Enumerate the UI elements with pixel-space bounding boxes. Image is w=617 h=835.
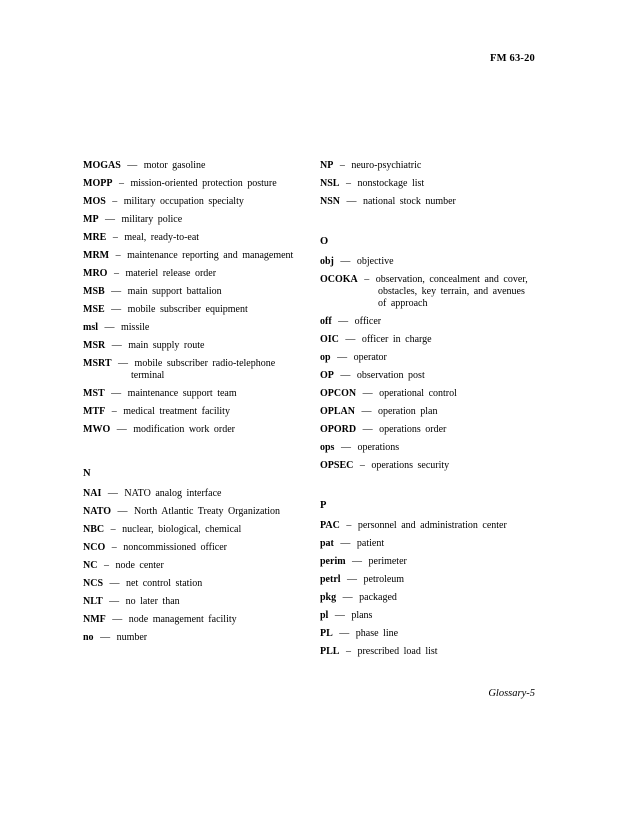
glossary-definition: officer	[354, 316, 382, 327]
glossary-definition: objective	[356, 256, 394, 267]
glossary-term: MSR	[83, 340, 106, 351]
glossary-term: OPSEC	[320, 460, 354, 471]
glossary-term: MST	[83, 388, 105, 399]
glossary-term: MSRT	[83, 358, 112, 369]
glossary-definition: main supply route	[128, 340, 205, 351]
glossary-group-o	[320, 256, 535, 472]
glossary-term: MWO	[83, 424, 111, 435]
glossary-definition: node management facility	[128, 614, 237, 625]
glossary-separator: —	[340, 370, 351, 381]
glossary-group-m	[83, 160, 298, 436]
glossary-entry	[320, 592, 535, 604]
glossary-definition: prescribed load list	[357, 646, 438, 657]
glossary-entry	[83, 524, 298, 536]
glossary-definition: mobile subscriber radio-telephone terminal	[131, 358, 276, 381]
glossary-separator: –	[111, 406, 117, 417]
glossary-entry	[83, 488, 298, 500]
glossary-definition: operations security	[371, 460, 450, 471]
glossary-term: NBC	[83, 524, 105, 535]
glossary-term: NC	[83, 560, 98, 571]
glossary-term: NCO	[83, 542, 106, 553]
glossary-term: NCS	[83, 578, 104, 589]
glossary-separator: —	[104, 322, 115, 333]
glossary-term: NATO	[83, 506, 111, 517]
glossary-definition: national stock number	[363, 196, 456, 207]
glossary-definition: operation plan	[378, 406, 438, 417]
glossary-term: OCOKA	[320, 274, 358, 285]
glossary-definition: meal, ready-to-eat	[124, 232, 200, 243]
glossary-separator: —	[362, 388, 373, 399]
glossary-definition: operational control	[379, 388, 457, 399]
glossary-term: perim	[320, 556, 346, 567]
glossary-entry	[320, 424, 535, 436]
glossary-definition: maintenance support team	[127, 388, 237, 399]
glossary-definition: materiel release order	[125, 268, 217, 279]
glossary-term: NSL	[320, 178, 340, 189]
glossary-entry	[83, 232, 298, 244]
glossary-entry	[320, 388, 535, 400]
glossary-term: no	[83, 632, 94, 643]
glossary-entry	[83, 578, 298, 590]
glossary-entry	[83, 632, 298, 644]
glossary-entry	[83, 214, 298, 226]
glossary-definition: no later than	[125, 596, 180, 607]
glossary-definition: officer in charge	[361, 334, 432, 345]
glossary-separator: –	[345, 646, 351, 657]
page-header-code: FM 63-20	[489, 53, 535, 64]
glossary-separator: —	[340, 442, 351, 453]
glossary-separator: —	[109, 596, 120, 607]
glossary-group-n-continued	[320, 160, 535, 208]
glossary-entry	[83, 322, 298, 334]
glossary-separator: —	[352, 556, 363, 567]
glossary-definition: military occupation specialty	[123, 196, 244, 207]
glossary-term: MOPP	[83, 178, 113, 189]
glossary-term: MOS	[83, 196, 106, 207]
glossary-definition: mobile subscriber equipment	[127, 304, 248, 315]
glossary-term: MSB	[83, 286, 105, 297]
glossary-term: MP	[83, 214, 99, 225]
glossary-term: pkg	[320, 592, 337, 603]
glossary-term: off	[320, 316, 332, 327]
glossary-definition: noncommissioned officer	[123, 542, 227, 553]
glossary-definition: main support battalion	[127, 286, 222, 297]
glossary-definition: military police	[121, 214, 183, 225]
glossary-definition: perimeter	[368, 556, 407, 567]
glossary-term: pat	[320, 538, 334, 549]
glossary-separator: —	[338, 316, 349, 327]
glossary-definition: neuro-psychiatric	[351, 160, 422, 171]
glossary-entry	[83, 560, 298, 572]
glossary-entry	[83, 388, 298, 400]
glossary-separator: —	[361, 406, 372, 417]
glossary-entry	[83, 424, 298, 436]
glossary-entry	[83, 178, 298, 190]
glossary-separator: —	[347, 574, 358, 585]
glossary-entry	[83, 196, 298, 208]
glossary-separator: –	[103, 560, 109, 571]
glossary-definition: motor gasoline	[143, 160, 206, 171]
glossary-term: NLT	[83, 596, 103, 607]
glossary-term: petrl	[320, 574, 341, 585]
glossary-separator: —	[339, 628, 350, 639]
glossary-entry	[320, 610, 535, 622]
glossary-entry	[320, 538, 535, 550]
glossary-term: ops	[320, 442, 335, 453]
glossary-entry	[320, 520, 535, 532]
glossary-term: OP	[320, 370, 334, 381]
glossary-entry	[83, 542, 298, 554]
glossary-definition: missile	[121, 322, 150, 333]
glossary-definition: packaged	[359, 592, 397, 603]
glossary-term: OPORD	[320, 424, 357, 435]
glossary-separator: —	[116, 424, 127, 435]
glossary-definition: operations order	[379, 424, 447, 435]
glossary-separator: —	[340, 538, 351, 549]
glossary-separator: —	[112, 614, 123, 625]
glossary-definition: personnel and administration center	[357, 520, 507, 531]
glossary-definition: node center	[115, 560, 164, 571]
glossary-separator: –	[339, 160, 345, 171]
glossary-entry	[320, 316, 535, 328]
glossary-entry	[320, 370, 535, 382]
glossary-entry	[83, 304, 298, 316]
glossary-definition: operations	[357, 442, 400, 453]
glossary-entry	[320, 574, 535, 586]
glossary-term: MRO	[83, 268, 108, 279]
glossary-entry	[320, 646, 535, 658]
glossary-separator: —	[334, 610, 345, 621]
glossary-separator: —	[340, 256, 351, 267]
glossary-definition: net control station	[126, 578, 203, 589]
glossary-entry	[320, 274, 535, 310]
section-letter-p: P	[320, 500, 327, 511]
glossary-definition: maintenance reporting and management	[127, 250, 294, 261]
glossary-term: pl	[320, 610, 329, 621]
glossary-definition: nonstockage list	[357, 178, 425, 189]
glossary-separator: —	[111, 340, 122, 351]
glossary-entry	[320, 460, 535, 472]
glossary-separator: —	[100, 632, 111, 643]
glossary-entry	[83, 406, 298, 418]
glossary-separator: –	[364, 274, 370, 285]
glossary-entry	[320, 556, 535, 568]
glossary-term: PLL	[320, 646, 340, 657]
glossary-separator: –	[345, 178, 351, 189]
glossary-separator: –	[113, 268, 119, 279]
glossary-entry	[320, 160, 535, 172]
glossary-term: OPCON	[320, 388, 357, 399]
glossary-entry	[83, 160, 298, 172]
glossary-separator: —	[346, 196, 357, 207]
glossary-separator: –	[359, 460, 365, 471]
glossary-term: MTF	[83, 406, 106, 417]
glossary-definition: medical treatment facility	[123, 406, 230, 417]
glossary-separator: –	[118, 178, 124, 189]
glossary-definition: North Atlantic Treaty Organization	[133, 506, 281, 517]
glossary-separator: —	[362, 424, 373, 435]
glossary-entry	[83, 506, 298, 518]
glossary-separator: —	[342, 592, 353, 603]
glossary-term: PL	[320, 628, 333, 639]
glossary-entry	[83, 286, 298, 298]
glossary-definition: phase line	[355, 628, 399, 639]
glossary-term: msl	[83, 322, 98, 333]
glossary-term: NP	[320, 160, 334, 171]
glossary-term: PAC	[320, 520, 340, 531]
glossary-entry	[83, 340, 298, 352]
glossary-term: MRE	[83, 232, 107, 243]
glossary-entry	[320, 196, 535, 208]
glossary-left-column	[83, 160, 298, 650]
glossary-term: obj	[320, 256, 334, 267]
glossary-entry	[320, 334, 535, 346]
glossary-group-n	[83, 488, 298, 644]
glossary-separator: —	[111, 388, 122, 399]
glossary-separator: —	[109, 578, 120, 589]
glossary-entry	[83, 614, 298, 626]
glossary-term: op	[320, 352, 331, 363]
glossary-definition: plans	[351, 610, 373, 621]
glossary-term: OPLAN	[320, 406, 355, 417]
glossary-term: OIC	[320, 334, 339, 345]
glossary-definition: number	[116, 632, 148, 643]
glossary-entry	[83, 358, 298, 382]
glossary-entry	[320, 442, 535, 454]
glossary-term: MSE	[83, 304, 105, 315]
glossary-definition: operator	[353, 352, 387, 363]
glossary-right-column	[320, 160, 535, 664]
glossary-separator: –	[112, 232, 118, 243]
glossary-definition: observation post	[356, 370, 425, 381]
glossary-definition: observation, concealment and cover, obstacles, key terrain, and avenues of approach	[375, 274, 528, 309]
glossary-term: NSN	[320, 196, 341, 207]
glossary-entry	[320, 256, 535, 268]
glossary-separator: –	[346, 520, 352, 531]
glossary-separator: –	[111, 542, 117, 553]
glossary-separator: —	[118, 358, 129, 369]
glossary-entry	[83, 268, 298, 280]
page-footer-number: Glossary-5	[488, 688, 535, 699]
glossary-separator: –	[110, 524, 116, 535]
glossary-entry	[320, 178, 535, 190]
glossary-entry	[320, 628, 535, 640]
glossary-separator: –	[115, 250, 121, 261]
glossary-term: MOGAS	[83, 160, 121, 171]
section-letter-n: N	[83, 468, 91, 479]
glossary-separator: —	[117, 506, 128, 517]
section-letter-o: O	[320, 236, 329, 247]
glossary-separator: —	[107, 488, 118, 499]
glossary-term: NMF	[83, 614, 106, 625]
glossary-separator: –	[112, 196, 118, 207]
glossary-definition: petroleum	[363, 574, 405, 585]
glossary-entry	[83, 250, 298, 262]
glossary-separator: —	[111, 286, 122, 297]
glossary-definition: patient	[356, 538, 385, 549]
glossary-definition: nuclear, biological, chemical	[122, 524, 242, 535]
glossary-term: NAI	[83, 488, 102, 499]
glossary-entry	[320, 352, 535, 364]
glossary-separator: —	[337, 352, 348, 363]
glossary-term: MRM	[83, 250, 110, 261]
glossary-separator: —	[345, 334, 356, 345]
glossary-separator: —	[105, 214, 116, 225]
glossary-definition: modification work order	[133, 424, 235, 435]
glossary-definition: mission-oriented protection posture	[130, 178, 277, 189]
glossary-definition: NATO analog interface	[124, 488, 222, 499]
glossary-entry	[320, 406, 535, 418]
glossary-separator: —	[127, 160, 138, 171]
glossary-entry	[83, 596, 298, 608]
glossary-group-p	[320, 520, 535, 658]
glossary-separator: —	[111, 304, 122, 315]
